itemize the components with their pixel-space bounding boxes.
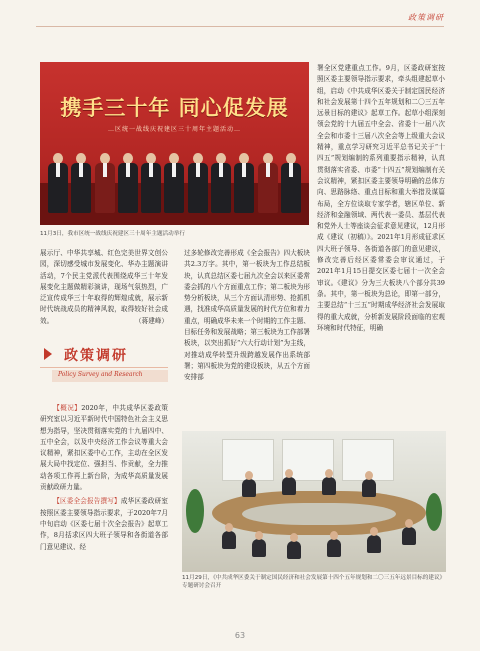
photo-caption: 11月29日，《中共成华区委关于制定国民经济和社会发展第十四个五年规划和二〇三五年远景目标的建议》专题研讨会召开 [182, 575, 443, 589]
attendee-head [365, 471, 373, 480]
attendee-head [285, 469, 293, 478]
attendee-head [330, 531, 338, 540]
event-photo-celebration [40, 62, 309, 225]
person-figure [188, 153, 208, 213]
person-figure [164, 153, 184, 213]
body-text: 成华区委政研室按照区委主要领导指示要求，于2020年7月中旬启动《区委七届十次全会报告》起草工作，8月括求区四大班子领导和各街道各部门意见建议、经 [40, 497, 169, 551]
paragraph-tag: 【概况】 [53, 404, 82, 412]
attendee-figure [327, 539, 341, 557]
page-number: 63 [234, 631, 246, 640]
person-figure [118, 153, 138, 213]
attendee-figure [222, 531, 236, 549]
person-figure [141, 153, 161, 213]
group-of-people [48, 141, 301, 213]
text-column-left-bottom [40, 403, 168, 553]
text-column-right [317, 63, 445, 334]
section-heading [40, 345, 168, 389]
section-title: 政策调研 [64, 348, 128, 364]
banner-title: 携手三十年 同心促发展 [60, 96, 289, 120]
plant-decoration [186, 489, 204, 533]
body-text: 2020年，中共成华区委政策研究室以习近平新时代中国特色社会主义思想为指导，坚决贯彻落实党的十九届四中、五中全会，以及中央经济工作会议等重大会议精神，紧扣区委中心工作，主动在全区发展大局中找定位、强担当、作贡献，全力推动各项工作再上新台阶，为成华高质量发展贡献政研力量。 [40, 404, 169, 492]
section-rule [40, 367, 168, 368]
running-header: 政策调研 [408, 13, 444, 22]
attendee-head [255, 531, 263, 540]
plant-decoration [426, 493, 442, 531]
section-english-title: Policy Survey and Research [58, 371, 143, 378]
attendee-head [245, 471, 253, 480]
body-text: 过多轮修改完善形成《全会报告》四大板块共2.3万字。其中，第一板块为工作总结板块，认真总结区委七届九次全会以来区委常委会抓的八个方面重点工作；第二板块为形势分析板块，从三个方面认清形势、抢抓机遇，找准成华高质量发展的时代方位和着力重点，明确成华未来一个时期的工作主题、目标任务和发展战略；第三板块为工作部署板块，以突出抓好“六大行动计划”为主线，对推动成华转型升级跨越发展作出系统部署；第四板块为党的建设板块，从五个方面安排部 [184, 249, 310, 382]
attendee-head [225, 523, 233, 532]
attendee-figure [287, 541, 301, 559]
header-rule [36, 26, 444, 27]
body-text: 署全区党建重点工作。9月，区委政研室按照区委主要领导指示要求，牵头组建起草小组，启动《中共成华区委关于制定国民经济和社会发展第十四个五年规划和二〇三五年远景目标的建议》起草工作。起草小组深刻领会党的十九届五中全会、省委十一届八次全会和市委十三届八次全会等上级重大会议精神，重点学习研究习近平总书记关于“十四五”规划编制的系列重要指示精神，认真贯彻落实省委、市委“十四五”规划编制有关会议精神，紧扣区委主要领导明确的总体方向、思路脉络、重点目标和重大举措及谋篇布局，全方位谈取专家学者，辖区单位、新经济和金融领域、两代表一委员、基层代表和党外人士等座谈会征求意见建议，12月形成《建议（初稿）》。2021年1月形成征求区四大班子领导、各街道各部门的意见建议，修改完善后经区委常委会审议通过，于2021年1月15日提交区委七届十一次全会审议。《建议》分为三大板块八个部分共39条。其中，第一板块为总论，即第一部分，主要总结“十三五”时期成华经济社会发展取得的重大成就，分析新发展阶段面临的宏观环境和时代特征，明确 [317, 64, 445, 332]
meeting-photo [182, 431, 446, 572]
person-figure [234, 153, 254, 213]
conference-table-center [242, 503, 396, 525]
author-signature: （蒋建峰） [135, 316, 168, 325]
attendee-head [370, 527, 378, 536]
person-figure [95, 153, 115, 213]
attendee-figure [242, 479, 256, 497]
attendee-figure [322, 477, 336, 495]
attendee-head [290, 533, 298, 542]
attendee-figure [282, 477, 296, 495]
attendee-figure [402, 527, 416, 545]
paragraph-tag: 【区委全会报告撰写】 [53, 497, 121, 506]
attendee-figure [252, 539, 266, 557]
attendee-head [325, 469, 333, 478]
person-figure [211, 153, 231, 213]
section-marker-icon [44, 348, 52, 360]
text-column-middle [184, 248, 310, 384]
person-figure [281, 153, 301, 213]
banner-subtitle: …区统一战线庆祝建区三十周年主题活动… [107, 126, 241, 133]
person-figure [71, 153, 91, 213]
attendee-figure [362, 479, 376, 497]
person-figure [48, 153, 68, 213]
photo-caption: 11月3日，我市区统一战线庆祝建区三十周年主题活动举行 [40, 231, 185, 237]
attendee-head [405, 519, 413, 528]
text-column-left-top [40, 248, 168, 327]
body-text: 展示厅、中华共享城、红色完美世界文创公园，深切感受城市发展变化、华办主题演讲活动，7个民主党派代表围绕成华三十年发展变化主题做精彩演讲，现场气氛热烈，广泛宣传成华三十年取得的辉煌成就，展示新时代统战成员的精神风貌，取得较好社会成效。 [40, 249, 168, 325]
attendee-figure [367, 535, 381, 553]
person-figure [258, 153, 278, 213]
